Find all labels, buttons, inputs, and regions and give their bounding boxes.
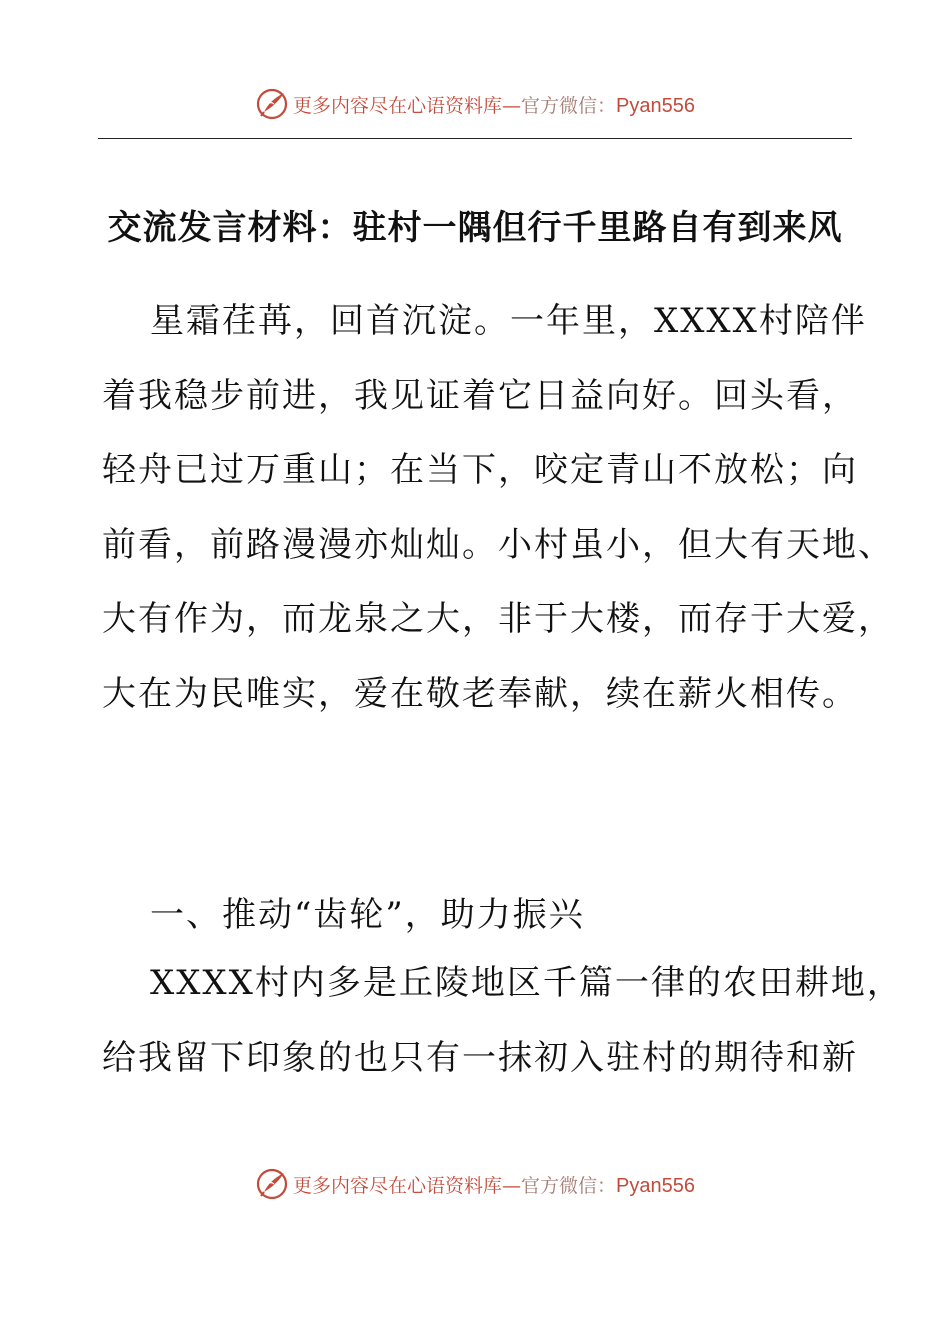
quill-logo-icon — [255, 1167, 289, 1201]
quill-logo-icon — [255, 87, 289, 121]
section-heading-text: 一、推动“齿轮”，助力振兴 — [150, 895, 585, 935]
paragraph-section-one — [102, 946, 903, 1095]
banner-wechat-label: 官方微信： — [521, 1174, 617, 1197]
paragraph-line: 大有作为，而龙泉之大，非于大楼，而存于大爱， — [102, 599, 894, 639]
paragraph-line: 星霜荏苒，回首沉淀。一年里，XXXX村陪伴 — [150, 301, 867, 341]
banner-main-text: 更多内容尽在心语资料库 — [293, 94, 503, 117]
banner-dash: — — [502, 1174, 522, 1197]
paragraph-line: 轻舟已过万重山；在当下，咬定青山不放松；向 — [102, 450, 858, 490]
paragraph-intro — [102, 284, 894, 731]
paragraph-line: 着我稳步前进，我见证着它日益向好。回头看， — [102, 375, 858, 416]
banner-wechat-id: Pyan556 — [616, 94, 695, 117]
banner-main-text: 更多内容尽在心语资料库 — [293, 1174, 503, 1197]
header-banner-text — [293, 91, 695, 118]
banner-dash: — — [502, 94, 522, 117]
banner-wechat-id: Pyan556 — [616, 1174, 695, 1197]
paragraph-line: 大在为民唯实，爱在敬老奉献，续在薪火相传。 — [102, 673, 858, 714]
header-banner — [0, 84, 950, 124]
document-title: 交流发言材料：驻村一隅但行千里路自有到来风 — [107, 208, 843, 248]
footer-banner — [0, 1164, 950, 1204]
paragraph-line: 给我留下印象的也只有一抹初入驻村的期待和新 — [102, 1037, 858, 1078]
header-divider — [98, 138, 852, 139]
paragraph-line: 前看，前路漫漫亦灿灿。小村虽小，但大有天地、 — [102, 524, 894, 565]
section-heading — [102, 878, 862, 953]
banner-wechat-label: 官方微信： — [521, 94, 617, 117]
footer-banner-text — [293, 1171, 695, 1198]
paragraph-line: XXXX村内多是丘陵地区千篇一律的农田耕地， — [150, 963, 903, 1003]
